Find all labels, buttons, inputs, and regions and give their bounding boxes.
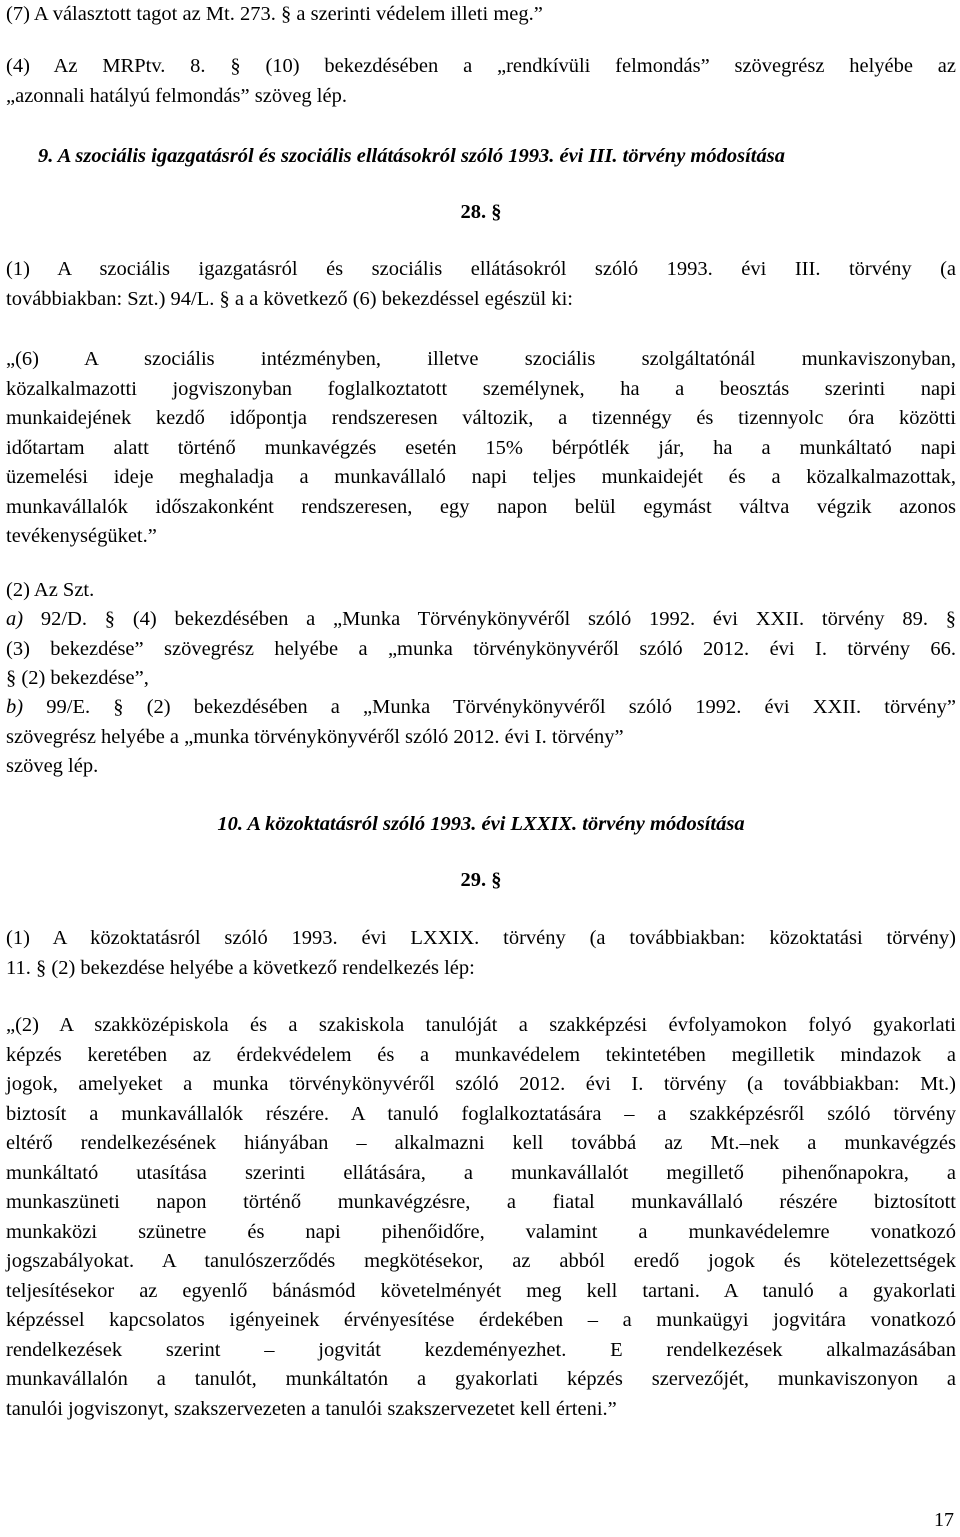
text-line: (2) Az Szt.	[6, 579, 95, 601]
section-number-29	[6, 866, 956, 896]
text-line: (1) A közoktatásról szóló 1993. évi LXXIX. törvény (a továbbiakban: közoktatási törvény)	[6, 927, 956, 949]
text-line: (3) bekezdése” szövegrész helyébe a „munka törvénykönyvéről szóló 2012. évi I. törvény 66.	[6, 637, 956, 660]
text-line: (4) Az MRPtv. 8. § (10) bekezdésében a „rendkívüli felmondás” szövegrész helyébe az	[6, 55, 956, 77]
page-number: 17	[934, 1509, 954, 1531]
paragraph-4	[6, 52, 956, 111]
text-line: közalkalmazotti jogviszonyban foglalkoztatott személynek, ha a beosztás szerinti napi	[6, 377, 956, 400]
section-heading-10	[6, 810, 956, 840]
text-line: jogok, amelyeket a munka törvénykönyvéről szóló 2012. évi I. törvény (a továbbiakban: Mt.)	[6, 1073, 956, 1095]
text-line: eltérő rendelkezésének hiányában – alkalmazni kell továbbá az Mt.–nek a munkavégzés	[6, 1132, 956, 1154]
text-line: (1) A szociális igazgatásról és szociális ellátásokról szóló 1993. évi III. törvény (a	[6, 258, 956, 280]
text-line: munkavállalók időszakonként rendszeresen, egy napon belül egymást váltva végzik azonos	[6, 495, 956, 518]
text-line: § (2) bekezdése”,	[6, 667, 149, 689]
text-line: szövegrész helyébe a „munka törvénykönyvéről szóló 2012. évi I. törvény”	[6, 725, 624, 748]
text-line: munkaidejének kezdő időpontja rendszeresen változik, a tizennégy és tizennyolc óra közötti	[6, 407, 956, 429]
text-line: képzéssel kapcsolatos igényeinek érvényesítése érdekében – a munkaügyi jogvitára vonatkozó	[6, 1309, 956, 1331]
text-line: (7) A választott tagot az Mt. 273. § a szerinti védelem illeti meg.”	[6, 3, 543, 25]
paragraph-7	[6, 0, 956, 30]
heading-text: 9. A szociális igazgatásról és szociális ellátásokról szóló 1993. évi III. törvény módosítása	[38, 145, 785, 167]
text-line: munkáltató utasítása szerinti ellátására, a munkavállalót megillető pihenőnapokra, a	[6, 1161, 956, 1184]
section-number: 28. §	[460, 201, 502, 223]
text-line: jogszabályokat. A tanulószerződés megkötésekor, az abból eredő jogok és kötelezettségek	[6, 1250, 956, 1272]
text-line: „azonnali hatályú felmondás” szöveg lép.	[6, 84, 347, 107]
point-text: 92/D. § (4) bekezdésében a „Munka Törvénykönyvéről szóló 1992. évi XXII. törvény 89. §	[23, 608, 956, 630]
text-line: 11. § (2) bekezdése helyébe a következő rendelkezés lép:	[6, 956, 475, 979]
text-line: továbbiakban: Szt.) 94/L. § a a következő (6) bekezdéssel egészül ki:	[6, 287, 573, 310]
text-line: biztosít a munkavállalók részére. A tanuló foglalkoztatására – a szakképzésről szóló törvény	[6, 1102, 956, 1125]
section-number-28	[6, 198, 956, 228]
text-line: tanulói jogviszonyt, szakszervezeten a tanulói szakszervezetet kell érteni.”	[6, 1397, 617, 1420]
text-line	[6, 605, 956, 635]
quoted-paragraph-2	[6, 1011, 956, 1424]
text-line: munkavállalón a tanulót, munkáltatón a gyakorlati képzés szervezőjét, munkaviszonyon a	[6, 1368, 956, 1390]
section-heading-9	[38, 142, 960, 172]
text-line: „(6) A szociális intézményben, illetve szociális szolgáltatónál munkaviszonyban,	[6, 348, 956, 370]
text-line: munkaközi szünetre és napi pihenőidőre, valamint a munkavédelemre vonatkozó	[6, 1220, 956, 1243]
section-number: 29. §	[460, 869, 502, 891]
point-b	[6, 693, 956, 782]
text-line: időtartam alatt történő munkavégzés esetén 15% bérpótlék jár, ha a munkáltató napi	[6, 436, 956, 459]
text-line: munkaszüneti napon történő munkavégzésre, a fiatal munkavállaló részére biztosított	[6, 1191, 956, 1213]
quoted-paragraph-6	[6, 345, 956, 552]
point-text: 99/E. § (2) bekezdésében a „Munka Törvénykönyvéről szóló 1992. évi XXII. törvény”	[23, 696, 956, 718]
point-a	[6, 605, 956, 694]
point-label: a)	[6, 608, 24, 630]
text-line: tevékenységüket.”	[6, 525, 157, 547]
point-label: b)	[6, 696, 24, 718]
heading-text: 10. A közoktatásról szóló 1993. évi LXXIX. törvény módosítása	[217, 813, 745, 835]
text-line: teljesítésekor az egyenlő bánásmód követelményét meg kell tartani. A tanuló a gyakorlati	[6, 1279, 956, 1302]
text-line: szöveg lép.	[6, 755, 99, 777]
text-line: üzemelési ideje meghaladja a munkavállaló napi teljes munkaidejét és a közalkalmazottak,	[6, 466, 956, 488]
paragraph-29-1	[6, 924, 956, 983]
paragraph-28-1	[6, 255, 956, 314]
text-line: „(2) A szakközépiskola és a szakiskola tanulóját a szakképzési évfolyamokon folyó gyakorlati	[6, 1014, 956, 1036]
text-line: képzés keretében az érdekvédelem és a munkavédelem tekintetében megilletik mindazok a	[6, 1043, 956, 1066]
text-line: rendelkezések szerint – jogvitát kezdeményezhet. E rendelkezések alkalmazásában	[6, 1338, 956, 1361]
text-line	[6, 693, 956, 723]
paragraph-28-2	[6, 576, 956, 606]
